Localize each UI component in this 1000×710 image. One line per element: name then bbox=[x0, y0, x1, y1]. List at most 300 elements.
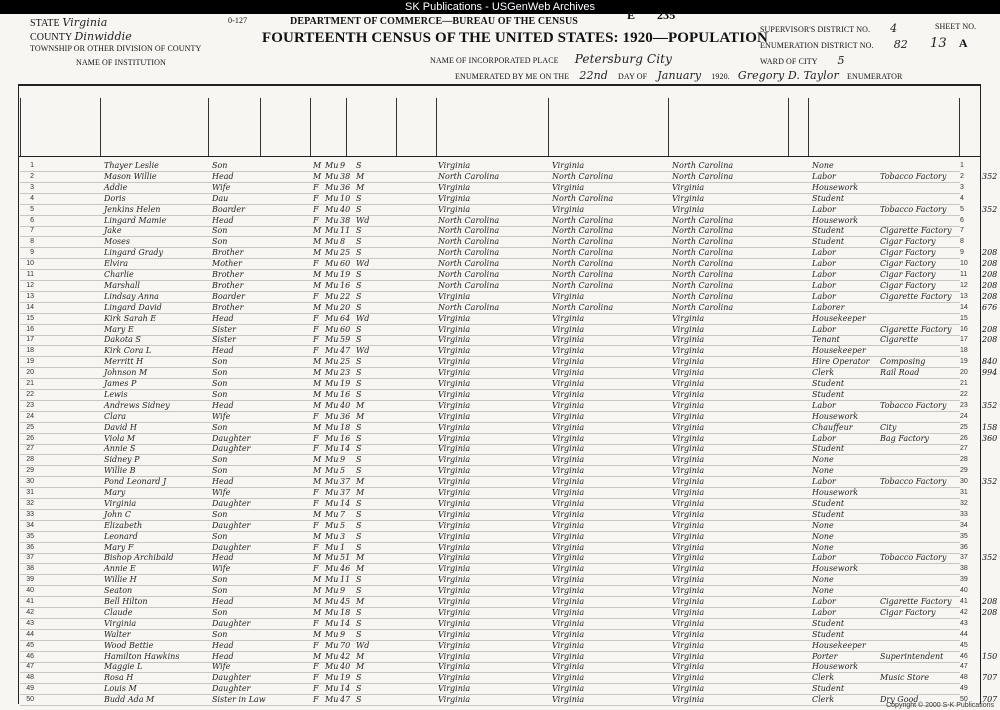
cell-birth: Virginia bbox=[438, 324, 471, 334]
cell-age: 64 bbox=[340, 313, 351, 323]
cell-race: Mu bbox=[325, 564, 339, 574]
cell-rel: Son bbox=[212, 509, 228, 519]
occupation-code: 360 bbox=[982, 433, 998, 443]
cell-fbirth: North Carolina bbox=[552, 280, 614, 290]
line-number: 27 bbox=[26, 445, 34, 453]
cell-name: Johnson M bbox=[104, 368, 148, 378]
cell-rel: Head bbox=[212, 171, 234, 181]
right-line-number: 40 bbox=[960, 587, 968, 595]
right-line-number: 23 bbox=[960, 401, 968, 409]
cell-fbirth: North Carolina bbox=[552, 171, 614, 181]
cell-sex: M bbox=[313, 586, 322, 596]
cell-name: Leonard bbox=[104, 531, 138, 541]
cell-mbirth: Virginia bbox=[672, 564, 705, 574]
cell-mbirth: Virginia bbox=[672, 182, 705, 192]
cell-ms: S bbox=[356, 531, 362, 541]
cell-age: 18 bbox=[340, 422, 351, 432]
cell-race: Mu bbox=[325, 488, 339, 497]
enum-district-value: 82 bbox=[893, 38, 908, 51]
cell-fbirth: North Carolina bbox=[552, 302, 614, 312]
cell-birth: Virginia bbox=[438, 695, 471, 705]
cell-mbirth: Virginia bbox=[672, 629, 705, 639]
cell-birth: Virginia bbox=[438, 564, 471, 574]
right-line-number: 26 bbox=[960, 434, 968, 442]
cell-ms: S bbox=[356, 618, 362, 628]
cell-name: Bishop Archibald bbox=[104, 553, 174, 563]
occupation-code: 208 bbox=[982, 597, 998, 606]
cell-age: 18 bbox=[340, 607, 351, 617]
cell-occ: Clerk bbox=[812, 673, 835, 683]
cell-name: Elvira bbox=[104, 259, 129, 269]
cell-age: 59 bbox=[340, 335, 351, 345]
cell-ms: S bbox=[356, 237, 362, 247]
cell-race: Mu bbox=[325, 575, 339, 585]
cell-name: Budd Ada M bbox=[104, 695, 155, 705]
cell-birth: Virginia bbox=[438, 182, 471, 192]
cell-ind: Superintendent bbox=[880, 651, 944, 661]
cell-race: Mu bbox=[325, 618, 339, 628]
cell-occ: Student bbox=[812, 509, 845, 519]
cell-race: Mu bbox=[325, 259, 339, 269]
cell-sex: M bbox=[313, 389, 322, 399]
cell-occ: None bbox=[812, 161, 834, 170]
cell-age: 60 bbox=[340, 259, 351, 269]
cell-sex: F bbox=[313, 684, 319, 694]
cell-sex: F bbox=[313, 193, 319, 203]
cell-age: 9 bbox=[340, 586, 346, 596]
cell-birth: North Carolina bbox=[438, 259, 500, 269]
cell-occ: Housework bbox=[812, 182, 859, 192]
cell-age: 14 bbox=[340, 498, 351, 508]
cell-ms: S bbox=[356, 204, 362, 214]
cell-age: 25 bbox=[340, 248, 351, 258]
line-number: 44 bbox=[26, 630, 34, 638]
cell-fbirth: Virginia bbox=[552, 531, 585, 541]
cell-mbirth: Virginia bbox=[672, 553, 705, 563]
cell-occ: Chauffeur bbox=[812, 422, 853, 432]
cell-race: Mu bbox=[325, 400, 339, 410]
cell-fbirth: Virginia bbox=[552, 477, 585, 487]
cell-ms: S bbox=[356, 684, 362, 694]
cell-ms: Wd bbox=[356, 313, 370, 323]
cell-ms: S bbox=[356, 422, 362, 432]
right-line-number: 30 bbox=[960, 478, 968, 486]
county-label bbox=[30, 30, 132, 43]
cell-sex: F bbox=[313, 488, 319, 497]
cell-mbirth: Virginia bbox=[672, 684, 705, 694]
cell-ind: Tobacco Factory bbox=[880, 553, 947, 563]
right-line-number: 35 bbox=[960, 532, 968, 540]
cell-mbirth: Virginia bbox=[672, 520, 705, 530]
cell-mbirth: Virginia bbox=[672, 455, 705, 465]
cell-name: Merritt H bbox=[104, 357, 144, 367]
cell-name: Mary bbox=[104, 488, 126, 497]
cell-ind: Cigar Factory bbox=[880, 259, 936, 269]
cell-ind: Dry Good bbox=[880, 695, 919, 705]
right-line-number: 46 bbox=[960, 652, 968, 660]
right-line-number: 19 bbox=[960, 358, 968, 366]
cell-sex: F bbox=[313, 291, 319, 301]
cell-name: James P bbox=[104, 379, 137, 388]
col-header-english bbox=[788, 98, 809, 156]
cell-rel: Wife bbox=[212, 488, 231, 497]
cell-birth: North Carolina bbox=[438, 215, 500, 225]
cell-race: Mu bbox=[325, 597, 339, 606]
cell-ms: S bbox=[356, 389, 362, 399]
cell-birth: North Carolina bbox=[438, 248, 500, 258]
cell-age: 51 bbox=[340, 553, 351, 563]
cell-ind: City bbox=[880, 422, 897, 432]
cell-age: 40 bbox=[340, 662, 351, 672]
cell-occ: Student bbox=[812, 226, 845, 236]
line-number: 43 bbox=[26, 619, 34, 627]
cell-fbirth: Virginia bbox=[552, 161, 585, 170]
cell-fbirth: Virginia bbox=[552, 498, 585, 508]
cell-race: Mu bbox=[325, 411, 339, 421]
cell-birth: Virginia bbox=[438, 662, 471, 672]
cell-age: 22 bbox=[340, 291, 351, 301]
cell-race: Mu bbox=[325, 433, 339, 443]
cell-ms: S bbox=[356, 335, 362, 345]
cell-race: Mu bbox=[325, 531, 339, 541]
cell-fbirth: Virginia bbox=[552, 411, 585, 421]
cell-sex: F bbox=[313, 695, 319, 705]
line-number: 4 bbox=[30, 194, 34, 202]
cell-rel: Daughter bbox=[212, 542, 251, 552]
cell-sex: F bbox=[313, 182, 319, 192]
line-number: 30 bbox=[26, 478, 34, 486]
cell-age: 37 bbox=[340, 477, 351, 487]
cell-race: Mu bbox=[325, 662, 339, 672]
cell-fbirth: North Carolina bbox=[552, 215, 614, 225]
cell-sex: F bbox=[313, 335, 319, 345]
cell-race: Mu bbox=[325, 607, 339, 617]
occupation-code: 208 bbox=[982, 280, 998, 290]
cell-ind: Tobacco Factory bbox=[880, 477, 947, 487]
occupation-code: 707 bbox=[982, 673, 998, 683]
cell-name: Pond Leonard J bbox=[104, 477, 167, 487]
cell-sex: F bbox=[313, 346, 319, 356]
enumerated-day: 22nd bbox=[579, 69, 608, 82]
cell-rel: Mother bbox=[212, 259, 242, 269]
cell-rel: Head bbox=[212, 215, 234, 225]
enumerator-label: ENUMERATOR bbox=[846, 72, 903, 81]
cell-name: Clara bbox=[104, 411, 127, 421]
cell-ms: M bbox=[356, 411, 365, 421]
right-line-number: 24 bbox=[960, 412, 968, 420]
enumerated-year: 1920. bbox=[711, 72, 730, 81]
right-rule bbox=[980, 84, 981, 704]
cell-ms: S bbox=[356, 575, 362, 585]
right-line-number: 8 bbox=[960, 238, 964, 246]
cell-race: Mu bbox=[325, 542, 339, 552]
cell-birth: Virginia bbox=[438, 422, 471, 432]
cell-birth: Virginia bbox=[438, 607, 471, 617]
line-number: 20 bbox=[26, 369, 34, 377]
cell-race: Mu bbox=[325, 379, 339, 388]
cell-fbirth: North Carolina bbox=[552, 237, 614, 247]
cell-fbirth: Virginia bbox=[552, 662, 585, 672]
cell-ind: Tobacco Factory bbox=[880, 400, 947, 410]
cell-rel: Head bbox=[212, 313, 234, 323]
occupation-code: 994 bbox=[982, 368, 998, 378]
right-line-number: 6 bbox=[960, 216, 964, 224]
cell-mbirth: Virginia bbox=[672, 444, 705, 454]
census-title: FOURTEENTH CENSUS OF THE UNITED STATES: 1920—POPULATION bbox=[262, 30, 768, 46]
cell-age: 5 bbox=[340, 466, 346, 476]
cell-ms: Wd bbox=[356, 346, 370, 356]
cell-birth: Virginia bbox=[438, 531, 471, 541]
cell-sex: F bbox=[313, 444, 319, 454]
cell-age: 36 bbox=[340, 411, 351, 421]
cell-fbirth: Virginia bbox=[552, 673, 585, 683]
institution-label: NAME OF INSTITUTION bbox=[76, 58, 166, 67]
cell-age: 45 bbox=[340, 597, 351, 606]
place-label-text: NAME OF INCORPORATED PLACE bbox=[430, 56, 559, 65]
place-value: Petersburg City bbox=[574, 52, 672, 66]
cell-ms: S bbox=[356, 509, 362, 519]
cell-age: 16 bbox=[340, 433, 351, 443]
cell-fbirth: Virginia bbox=[552, 400, 585, 410]
cell-ms: S bbox=[356, 444, 362, 454]
cell-fbirth: Virginia bbox=[552, 651, 585, 661]
state-value: Virginia bbox=[62, 16, 108, 29]
cell-rel: Son bbox=[212, 379, 228, 388]
cell-rel: Daughter bbox=[212, 498, 251, 508]
cell-mbirth: Virginia bbox=[672, 357, 705, 367]
cell-sex: F bbox=[313, 564, 319, 574]
cell-race: Mu bbox=[325, 171, 339, 181]
cell-mbirth: North Carolina bbox=[672, 237, 734, 247]
cell-occ: Clerk bbox=[812, 695, 835, 705]
right-line-number: 17 bbox=[960, 336, 968, 344]
state-label-text: STATE bbox=[30, 18, 60, 29]
occupation-code: 352 bbox=[982, 477, 998, 487]
cell-name: Mary F bbox=[104, 542, 134, 552]
cell-race: Mu bbox=[325, 629, 339, 639]
cell-ind: Tobacco Factory bbox=[880, 171, 947, 181]
cell-race: Mu bbox=[325, 673, 339, 683]
stamp-e: E bbox=[627, 8, 636, 22]
cell-fbirth: North Carolina bbox=[552, 270, 614, 279]
right-line-number: 41 bbox=[960, 598, 968, 605]
cell-occ: Labor bbox=[812, 324, 836, 334]
right-line-number: 1 bbox=[960, 162, 964, 169]
cell-sex: M bbox=[313, 161, 322, 170]
cell-name: Thayer Leslie bbox=[104, 161, 159, 170]
cell-name: Willie H bbox=[104, 575, 137, 585]
cell-name: Claude bbox=[104, 607, 133, 617]
cell-name: Lingard David bbox=[104, 302, 162, 312]
cell-ind: Cigarette Factory bbox=[880, 226, 952, 236]
line-number: 34 bbox=[26, 521, 34, 529]
cell-sex: M bbox=[313, 607, 322, 617]
cell-mbirth: Virginia bbox=[672, 204, 705, 214]
cell-rel: Son bbox=[212, 389, 228, 399]
col-header-mother bbox=[668, 98, 789, 156]
cell-age: 40 bbox=[340, 400, 351, 410]
cell-mbirth: North Carolina bbox=[672, 215, 734, 225]
right-line-number: 5 bbox=[960, 205, 964, 213]
cell-fbirth: Virginia bbox=[552, 368, 585, 378]
cell-mbirth: North Carolina bbox=[672, 259, 734, 269]
cell-occ: Labor bbox=[812, 597, 836, 606]
copyright: Copyright © 2000 S-K Publications bbox=[886, 702, 994, 709]
cell-mbirth: Virginia bbox=[672, 673, 705, 683]
cell-rel: Head bbox=[212, 553, 234, 563]
cell-fbirth: Virginia bbox=[552, 204, 585, 214]
cell-sex: M bbox=[313, 379, 322, 388]
cell-ms: Wd bbox=[356, 215, 370, 225]
occupation-code: 840 bbox=[982, 357, 998, 367]
archive-banner bbox=[0, 0, 1000, 14]
occupation-code: 352 bbox=[982, 553, 998, 563]
right-line-number: 15 bbox=[960, 314, 968, 322]
cell-sex: M bbox=[313, 575, 322, 585]
cell-sex: M bbox=[313, 466, 322, 476]
cell-occ: Student bbox=[812, 629, 845, 639]
cell-name: Rosa H bbox=[104, 673, 134, 683]
cell-name: Lingard Grady bbox=[104, 248, 164, 258]
cell-age: 25 bbox=[340, 357, 351, 367]
cell-occ: Labor bbox=[812, 553, 836, 563]
cell-name: Seaton bbox=[104, 586, 133, 596]
cell-rel: Sister bbox=[212, 335, 236, 345]
cell-fbirth: Virginia bbox=[552, 357, 585, 367]
cell-occ: Student bbox=[812, 618, 845, 628]
occupation-code: 208 bbox=[982, 335, 998, 345]
right-line-number: 27 bbox=[960, 445, 968, 453]
cell-age: 9 bbox=[340, 161, 346, 170]
col-header-tenure bbox=[260, 98, 311, 156]
line-number: 11 bbox=[26, 271, 34, 278]
cell-mbirth: Virginia bbox=[672, 509, 705, 519]
cell-rel: Wife bbox=[212, 662, 231, 672]
right-line-number: 18 bbox=[960, 347, 968, 355]
cell-race: Mu bbox=[325, 695, 339, 705]
cell-rel: Daughter bbox=[212, 673, 251, 683]
cell-fbirth: Virginia bbox=[552, 444, 585, 454]
cell-rel: Son bbox=[212, 161, 228, 170]
ward-line bbox=[760, 54, 845, 67]
cell-birth: Virginia bbox=[438, 488, 471, 497]
line-number: 24 bbox=[26, 412, 34, 420]
cell-mbirth: Virginia bbox=[672, 313, 705, 323]
cell-sex: M bbox=[313, 597, 322, 606]
cell-race: Mu bbox=[325, 182, 339, 192]
cell-ms: S bbox=[356, 695, 362, 705]
cell-fbirth: Virginia bbox=[552, 433, 585, 443]
township-label: TOWNSHIP OR OTHER DIVISION OF COUNTY bbox=[30, 44, 202, 53]
cell-mbirth: Virginia bbox=[672, 618, 705, 628]
cell-age: 60 bbox=[340, 324, 351, 334]
cell-age: 3 bbox=[340, 531, 346, 541]
cell-fbirth: Virginia bbox=[552, 575, 585, 585]
cell-mbirth: North Carolina bbox=[672, 248, 734, 258]
cell-fbirth: Virginia bbox=[552, 684, 585, 694]
cell-birth: Virginia bbox=[438, 346, 471, 356]
occupation-code: 150 bbox=[982, 651, 998, 661]
cell-birth: North Carolina bbox=[438, 302, 500, 312]
left-rule bbox=[18, 84, 19, 704]
cell-occ: Labor bbox=[812, 477, 836, 487]
cell-name: John C bbox=[104, 509, 131, 519]
cell-rel: Head bbox=[212, 346, 234, 356]
cell-occ: Student bbox=[812, 193, 845, 203]
cell-race: Mu bbox=[325, 237, 339, 247]
line-number: 3 bbox=[30, 183, 34, 191]
cell-occ: Labor bbox=[812, 270, 836, 279]
cell-name: Annie E bbox=[104, 564, 136, 574]
cell-occ: Labor bbox=[812, 433, 836, 443]
cell-sex: M bbox=[313, 629, 322, 639]
col-header-name bbox=[100, 98, 209, 156]
cell-rel: Son bbox=[212, 368, 228, 378]
right-line-number: 44 bbox=[960, 630, 968, 638]
occupation-code: 208 bbox=[982, 291, 998, 301]
cell-occ: Housework bbox=[812, 564, 859, 574]
cell-ms: S bbox=[356, 542, 362, 552]
cell-ms: S bbox=[356, 455, 362, 465]
cell-ms: M bbox=[356, 564, 365, 574]
cell-sex: F bbox=[313, 324, 319, 334]
line-number: 21 bbox=[26, 380, 34, 387]
occupation-code: 707 bbox=[982, 695, 998, 705]
right-line-number: 42 bbox=[960, 608, 968, 616]
cell-birth: Virginia bbox=[438, 466, 471, 476]
cell-mbirth: Virginia bbox=[672, 346, 705, 356]
cell-sex: F bbox=[313, 542, 319, 552]
cell-ms: S bbox=[356, 291, 362, 301]
cell-age: 37 bbox=[340, 488, 351, 497]
supervisor-label: SUPERVISOR'S DISTRICT NO. bbox=[760, 25, 871, 34]
cell-ms: S bbox=[356, 607, 362, 617]
right-line-number: 12 bbox=[960, 281, 968, 289]
line-number: 14 bbox=[26, 303, 34, 311]
cell-sex: F bbox=[313, 618, 319, 628]
occupation-code: 158 bbox=[982, 422, 998, 432]
cell-mbirth: Virginia bbox=[672, 662, 705, 672]
cell-ms: S bbox=[356, 466, 362, 476]
cell-rel: Daughter bbox=[212, 520, 251, 530]
cell-birth: Virginia bbox=[438, 509, 471, 519]
cell-occ: Housework bbox=[812, 215, 859, 225]
cell-sex: M bbox=[313, 248, 322, 258]
cell-sex: M bbox=[313, 357, 322, 367]
cell-birth: Virginia bbox=[438, 204, 471, 214]
cell-fbirth: Virginia bbox=[552, 182, 585, 192]
occupation-code: 208 bbox=[982, 324, 998, 334]
cell-race: Mu bbox=[325, 466, 339, 476]
line-number: 49 bbox=[26, 685, 34, 693]
cell-birth: Virginia bbox=[438, 673, 471, 683]
cell-sex: M bbox=[313, 171, 322, 181]
cell-name: Jake bbox=[104, 226, 122, 236]
cell-ms: M bbox=[356, 182, 365, 192]
cell-name: Andrews Sidney bbox=[104, 400, 170, 410]
cell-rel: Son bbox=[212, 357, 228, 367]
cell-mbirth: Virginia bbox=[672, 368, 705, 378]
county-value: Dinwiddie bbox=[74, 30, 132, 43]
cell-age: 11 bbox=[340, 226, 351, 236]
cell-ind: Cigarette Factory bbox=[880, 291, 952, 301]
line-number: 25 bbox=[26, 423, 34, 431]
cell-mbirth: Virginia bbox=[672, 586, 705, 596]
right-line-number: 4 bbox=[960, 194, 964, 202]
line-number: 6 bbox=[30, 216, 34, 224]
cell-ind: Cigarette Factory bbox=[880, 324, 952, 334]
cell-age: 19 bbox=[340, 673, 351, 683]
